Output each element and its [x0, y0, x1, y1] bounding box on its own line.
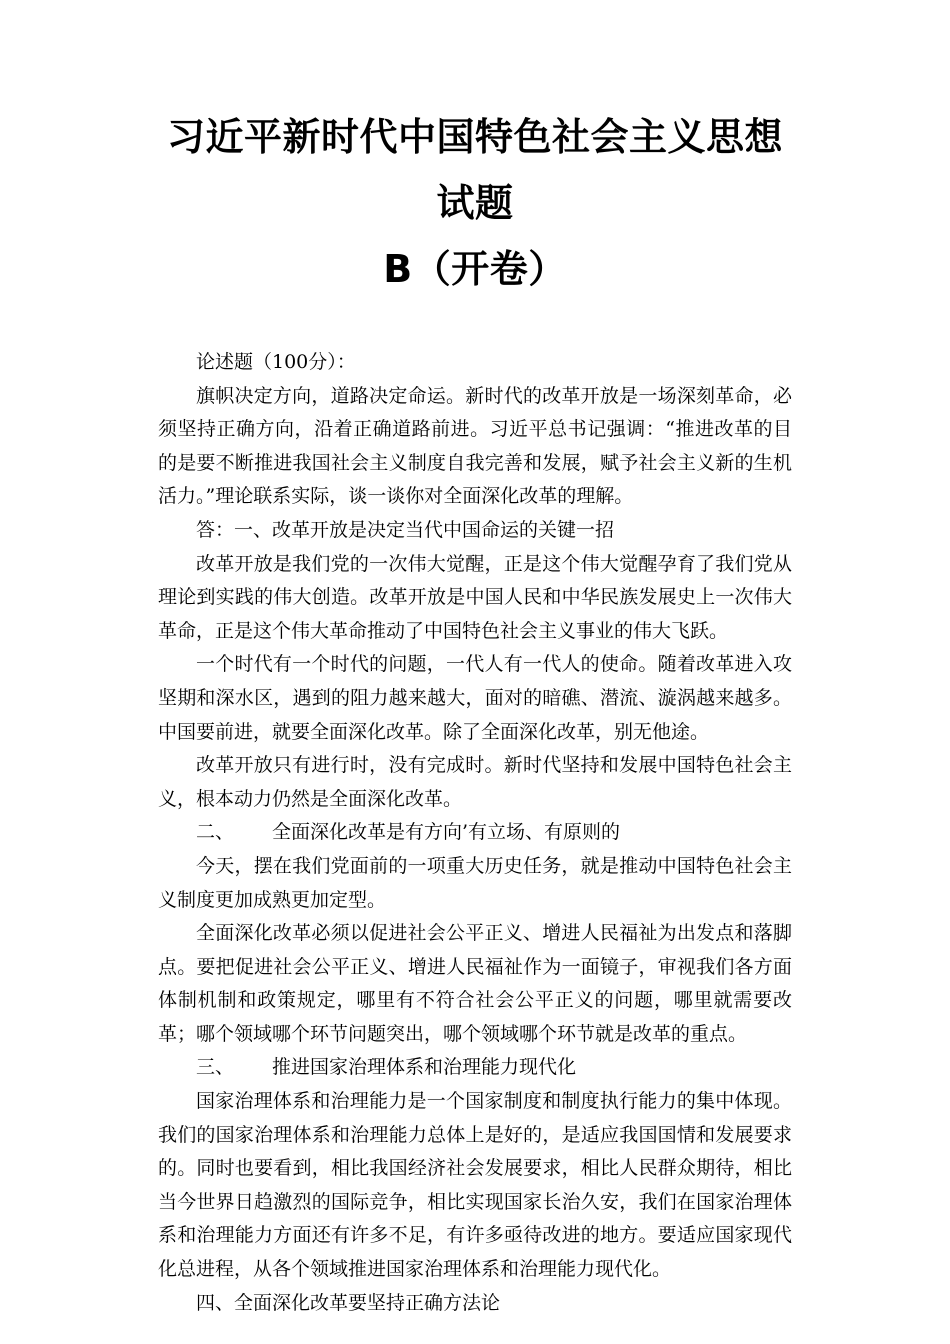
body-paragraph: 改革开放只有进行时，没有完成时。新时代坚持和发展中国特色社会主义，根本动力仍然是全面深化改革。: [158, 754, 792, 810]
section-heading-3: [158, 1051, 792, 1085]
document-title: 习近平新时代中国特色社会主义思想试题: [166, 115, 783, 225]
section-heading-4: 四、全面深化改革要坚持正确方法论: [196, 1291, 501, 1314]
section-number: 二、: [196, 821, 235, 844]
section-number: 三、: [196, 1056, 235, 1079]
answer-heading-1: 答：一、改革开放是决定当代中国命运的关键一招: [196, 518, 615, 541]
document-subtitle: B（开卷）: [383, 247, 567, 291]
section-heading-2: [158, 816, 792, 850]
question-text: 旗帜决定方向，道路决定命运。新时代的改革开放是一场深刻革命，必须坚持正确方向，沿着正确道路前进。习近平总书记强调：“推进改革的目的是要不断推进我国社会主义制度自我完善和发展，赋予社会主义新的生机活力。”理论联系实际，谈一谈你对全面深化改革的理解。: [158, 384, 792, 508]
section-heading-text: 全面深化改革是有方向’有立场、有原则的: [272, 821, 621, 844]
body-paragraph: 今天，摆在我们党面前的一项重大历史任务，就是推动中国特色社会主义制度更加成熟更加定型。: [158, 854, 792, 911]
question-label: 论述题（100分）：: [196, 351, 356, 373]
body-paragraph: 改革开放是我们党的一次伟大觉醒，正是这个伟大觉醒孕育了我们党从理论到实践的伟大创造。改革开放是中国人民和中华民族发展史上一次伟大革命，正是这个伟大革命推动了中国特色社会主义事业的伟大飞跃。: [158, 552, 792, 642]
section-heading-text: 推进国家治理体系和治理能力现代化: [272, 1056, 577, 1079]
body-paragraph: 一个时代有一个时代的问题，一代人有一代人的使命。随着改革进入攻坚期和深水区，遇到的阻力越来越大，面对的暗礁、潜流、漩涡越来越多。中国要前进，就要全面深化改革。除了全面深化改革，别无他途。: [158, 653, 792, 743]
body-paragraph: 国家治理体系和治理能力是一个国家制度和制度执行能力的集中体现。我们的国家治理体系和治理能力总体上是好的，是适应我国国情和发展要求的。同时也要看到，相比我国经济社会发展要求，相比人民群众期待，相比当今世界日趋激烈的国际竞争，相比实现国家长治久安，我们在国家治理体系和治理能力方面还有许多不足，有许多亟待改进的地方。要适应国家现代化总进程，从各个领域推进国家治理体系和治理能力现代化。: [158, 1090, 792, 1281]
body-paragraph: 全面深化改革必须以促进社会公平正义、增进人民福祉为出发点和落脚点。要把促进社会公平正义、增进人民福祉作为一面镜子，审视我们各方面体制机制和政策规定，哪里有不符合社会公平正义的问题，哪里就需要改革；哪个领域哪个环节问题突出，哪个领域哪个环节就是改革的重点。: [158, 922, 792, 1045]
